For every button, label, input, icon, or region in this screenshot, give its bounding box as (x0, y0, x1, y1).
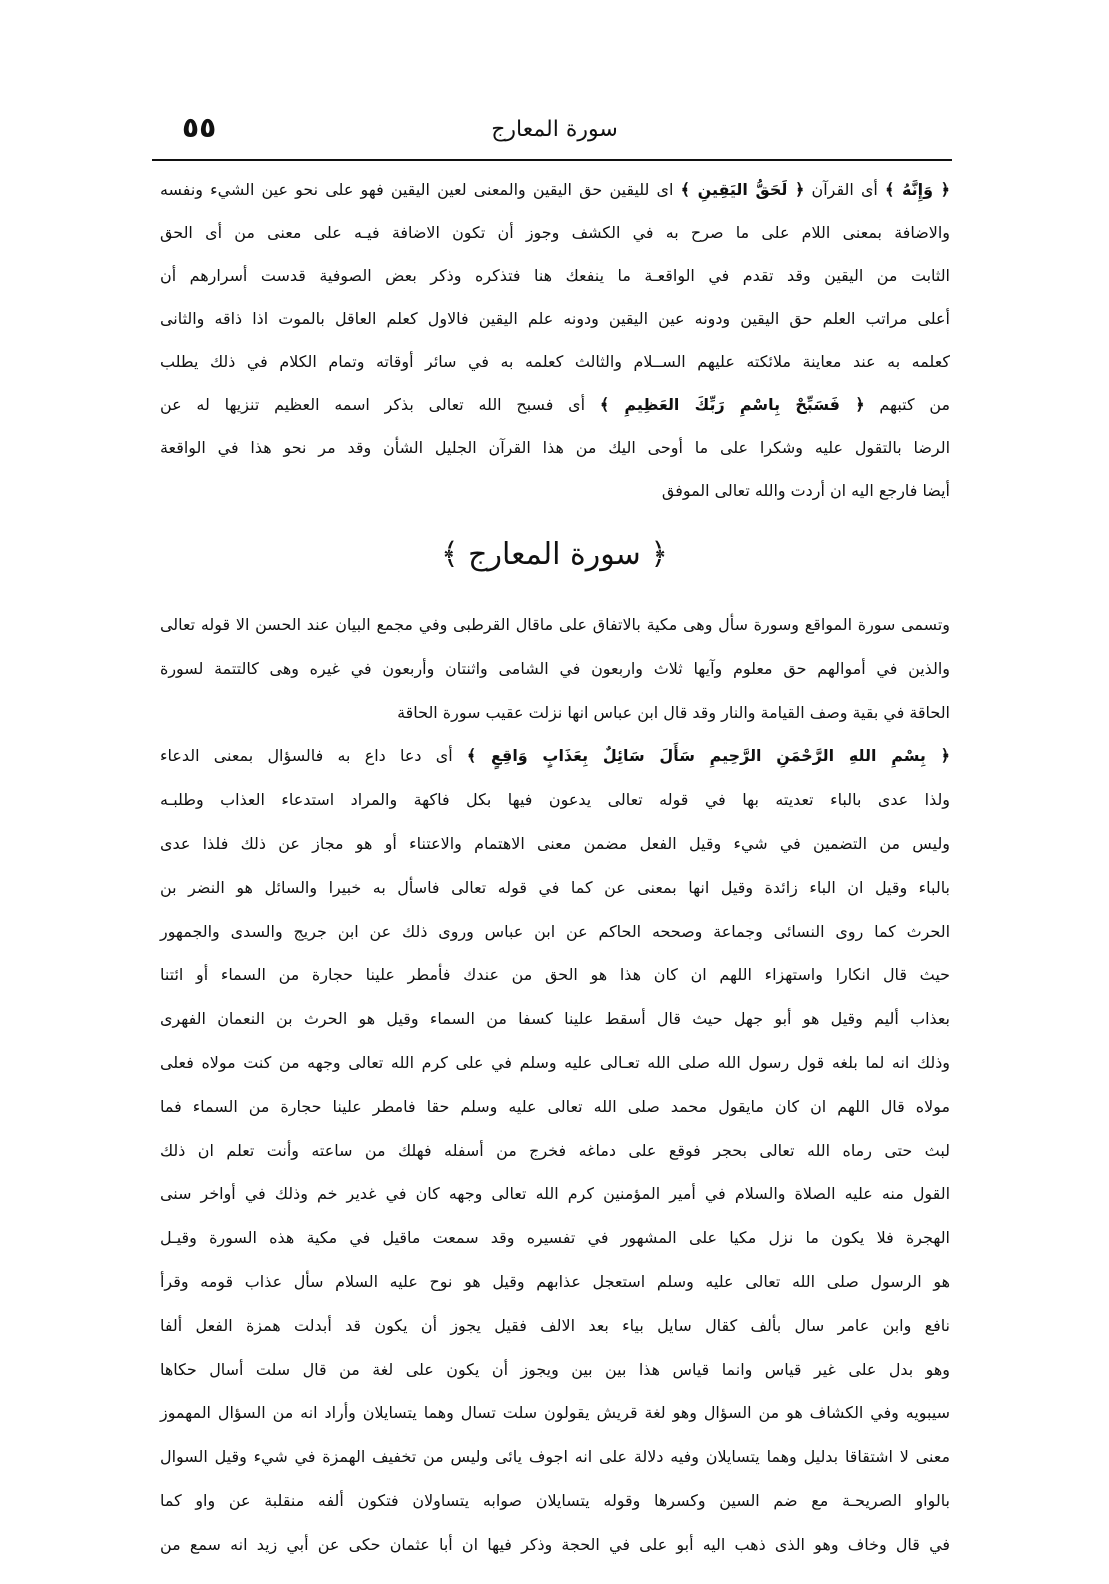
quran-verse: ﴿ بِسْمِ اللهِ الرَّحْمَنِ الرَّحِيمِ سَأَلَ سَائِلٌ بِعَذَابٍ وَاقِعٍ ﴾ (466, 746, 950, 766)
text-line (160, 734, 950, 778)
text-line: سيبويه وفي الكشاف هو من السؤال وهو لغة قريش يقولون سلت تسال وهما يتسايلان وأراد انه من السؤال المهموز (160, 1403, 950, 1423)
text-line: الحرث كما روى النسائى وجماعة وصححه الحاكم عن ابن عباس وروى ذلك عن ابن جريج والسدى والجمهور (160, 921, 950, 941)
commentary-text: أى دعا داع به فالسؤال بمعنى الدعاء (160, 746, 453, 766)
text-line: الهجرة فلا يكون ما نزل مكيا على المشهور في تفسيره وقد سمعت ماقيل في مكية هذه السورة وقيـل (160, 1228, 950, 1248)
text-line: وليس من التضمين في شيء وقيل الفعل مضمن معنى الاهتمام والاعتناء أو هو مجاز عن ذلك فلذا عدى (160, 833, 950, 853)
text-line: لبث حتى رماه الله تعالى بحجر فوقع على دماغه فخرج من أسفله فهلك من ساعته وأنت تعلم ان ذلك (160, 1140, 950, 1160)
text-line: حيث قال انكارا واستهزاء اللهم ان كان هذا هو الحق من عندك فأمطر علينا حجارة من السماء أو ائتنا (160, 965, 950, 985)
text-line: أيضا فارجع اليه ان أردت والله تعالى الموفق (661, 481, 950, 500)
text-line: القول منه عليه الصلاة والسلام في أمير المؤمنين كرم الله تعالى وجهه كان في غدير خم وذلك في أواخر سنى (160, 1184, 950, 1204)
text-line (160, 383, 950, 426)
page-number: ٥٥ (182, 111, 217, 144)
text-line: بالباء وقيل ان الباء زائدة وقيل انها بمعنى عن كما في قوله تعالى فاسأل به خبيرا والسائل هو النضر بن (160, 877, 950, 897)
text-line: الثابت من اليقين وقد تقدم في الواقعـة ما ينفعك هنا فتذكره وذكر بعض الصوفية قدست أسرارهم أن (160, 266, 950, 285)
text-line: كعلمه به عند معاينة ملائكته عليهم الســلام والثالث كعلمه به في سائر أوقاته وتمام الكلام في ذلك يطلب (160, 352, 950, 371)
text-line: وهو بدل على غير قياس وانما قياس هذا بين بين ويجوز أن يكون على لغة من قال سلت أسال حكاها (160, 1359, 950, 1379)
text-line: بالواو الصريحـة مع ضم السين وكسرها وقوله يتسايلان صوابه يتساولان فتكون ألفه منقلبة عن واو كما (160, 1490, 950, 1510)
quran-verse: ﴿ لَحَقُّ اليَقِينِ ﴾ (680, 180, 805, 199)
commentary-text: أى فسبح الله تعالى بذكر اسمه العظيم تنزيها له عن (160, 395, 586, 414)
commentary-text: اى لليقين حق اليقين والمعنى لعين اليقين فهو على نحو عين الشيء ونفسه (160, 180, 674, 199)
text-line: نافع وابن عامر سال بألف كقال سايل بياء بعد الالف فقيل يجوز أن يكون قد أبدلت همزة الفعل ألفا (160, 1315, 950, 1335)
commentary-paragraph (160, 168, 950, 512)
text-line (160, 168, 950, 211)
text-line: ولذا عدى بالباء تعديته بها في قوله تعالى يدعون فيها بكل فاكهة والمراد استدعاء العذاب وطلبـه (160, 790, 950, 810)
surah-heading: ﴿ سورة المعارج ﴾ (441, 537, 668, 572)
text-line: مولاه قال اللهم ان كان مايقول محمد صلى الله تعالى عليه وسلم حقا فامطر علينا حجارة من السماء فما (160, 1096, 950, 1116)
quran-verse: ﴿ فَسَبِّحْ بِاسْمِ رَبِّكَ العَظِيمِ ﴾ (599, 395, 865, 414)
text-line: الحاقة في بقية وصف القيامة والنار وقد قال ابن عباس انها نزلت عقيب سورة الحاقة (397, 702, 950, 722)
commentary-text: من كتبهم (879, 395, 950, 414)
text-line: هو الرسول صلى الله تعالى عليه وسلم استعجل عذابهم وقيل هو نوح عليه السلام سأل عذاب قومه وقرأ (160, 1271, 950, 1291)
quran-verse: ﴿ وَإِنَّهُ ﴾ (885, 180, 951, 199)
text-line: بعذاب أليم وقيل هو أبو جهل حيث قال أسقط علينا كسفا من السماء وقيل هو الحرث بن النعمان الفهرى (160, 1009, 950, 1029)
running-title: سورة المعارج (491, 117, 618, 142)
text-line: والذين في أموالهم حق معلوم وآيها ثلاث واربعون في الشامى واثنتان وأربعون في غيره وهى كالتتمة لسورة (160, 658, 950, 678)
header-rule (152, 159, 952, 161)
text-line: وذلك انه لما بلغه قول رسول الله صلى الله تعـالى عليه وسلم في على كرم الله تعالى وجهه من كنت مولاه فعلى (160, 1052, 950, 1072)
text-line: في قال وخاف وهو الذى ذهب اليه أبو على في الحجة وذكر فيها ان أبا عثمان حكى عن أبي زيد انه سمع من (160, 1534, 950, 1554)
text-line: معنى لا اشتقاقا بدليل وهما يتسايلان وفيه دلالة على انه اجوف يائى وليس من تخفيف الهمزة في شيء وقيل السوال (160, 1447, 950, 1467)
text-line: الرضا بالتقول عليه وشكرا على ما أوحى اليك من هذا القرآن الجليل الشأن وقد مر نحو هذا في الواقعة (160, 438, 950, 457)
text-line: وتسمى سورة المواقع وسورة سأل وهى مكية بالاتفاق على ماقال القرطبى وفي مجمع البيان عند الحسن الا قوله تعالى (160, 615, 950, 634)
text-line: والاضافة بمعنى اللام على ما صرح به في الكشف وجوز أن تكون الاضافة فيـه على معنى من أى الحق (160, 223, 950, 242)
surah-intro-paragraph (160, 603, 950, 1567)
text-line: أعلى مراتب العلم حق اليقين ودونه عين اليقين ودونه علم اليقين فالاول كعلم العاقل بالموت اذا ذاقه والثانى (160, 309, 950, 328)
commentary-text: أى القرآن (811, 180, 878, 199)
